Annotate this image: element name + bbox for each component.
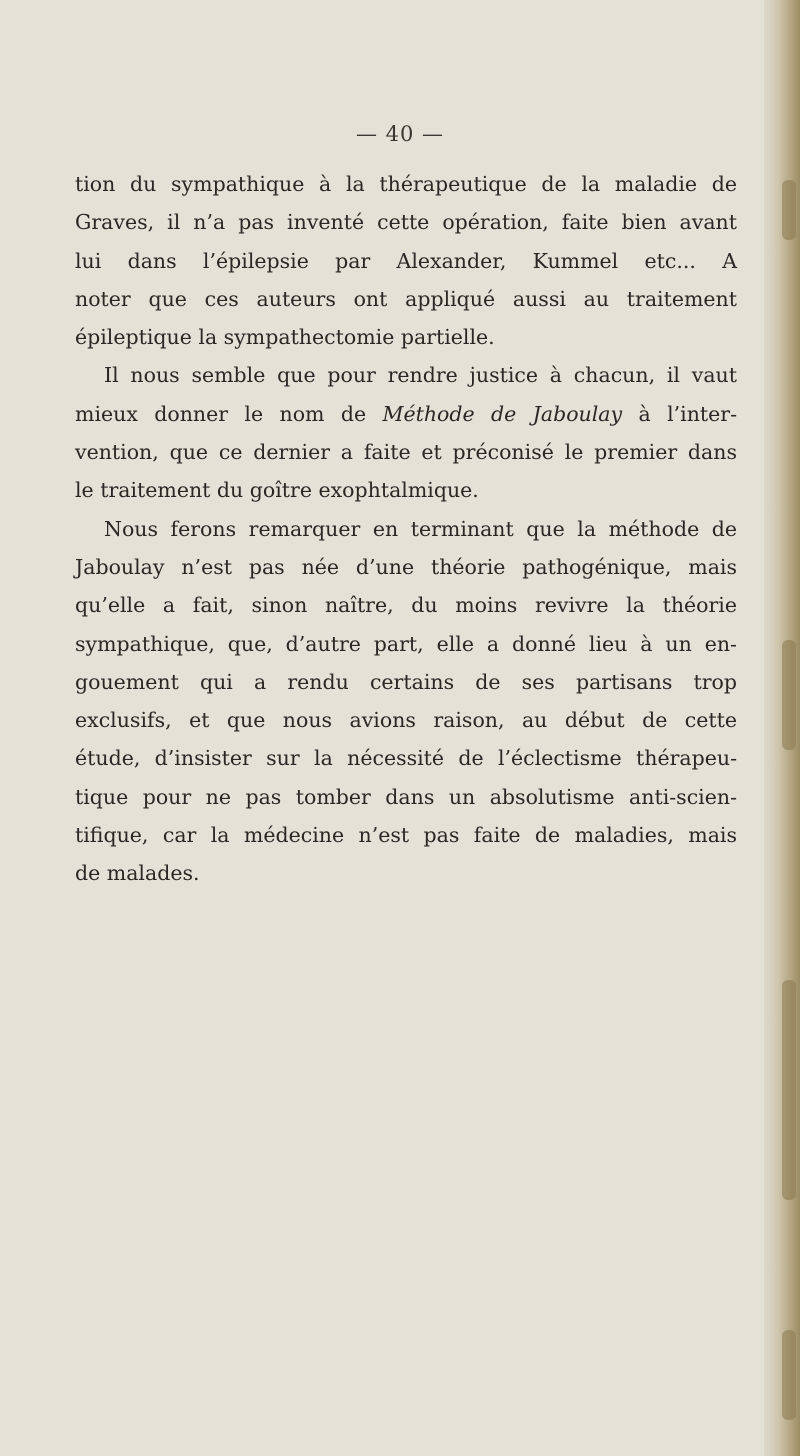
text-line: lui dans l’épilepsie par Alexander, Kummel etc... A <box>75 248 737 273</box>
text-line: épileptique la sympathectomie partielle. <box>75 325 495 350</box>
text-line: exclusifs, et que nous avions raison, au début de cette <box>75 708 737 733</box>
text-line <box>75 356 737 394</box>
text-run: à l’inter- <box>622 401 738 426</box>
text-line: Nous ferons remarquer en terminant que la méthode de <box>104 516 737 541</box>
body-text <box>75 165 737 893</box>
binding-stain <box>782 640 796 750</box>
binding-stain <box>782 980 796 1200</box>
binding-edge <box>764 0 800 1456</box>
text-line: vention, que ce dernier a faite et préconisé le premier dans <box>75 440 737 465</box>
text-line: noter que ces auteurs ont appliqué aussi au traitement <box>75 286 737 311</box>
binding-stain <box>782 1330 796 1420</box>
text-line: tion du sympathique à la thérapeutique de la maladie de <box>75 172 737 196</box>
text-line: gouement qui a rendu certains de ses partisans trop <box>75 669 737 694</box>
text-line: le traitement du goître exophtalmique. <box>75 478 479 503</box>
text-line: Jaboulay n’est pas née d’une théorie pathogénique, mais <box>75 554 737 579</box>
text-line: étude, d’insister sur la nécessité de l’éclectisme thérapeu- <box>75 746 737 771</box>
method-name: Méthode de Jaboulay <box>382 401 623 426</box>
page-number: — 40 — <box>355 122 445 146</box>
text-line: qu’elle a fait, sinon naître, du moins revivre la théorie <box>75 593 737 618</box>
text-line: tifique, car la médecine n’est pas faite de maladies, mais <box>75 823 737 848</box>
binding-stain <box>782 180 796 240</box>
text-run: mieux donner le nom de <box>75 401 383 426</box>
text-line: sympathique, que, d’autre part, elle a donné lieu à un en- <box>75 631 737 656</box>
text-line: Graves, il n’a pas inventé cette opération, faite bien avant <box>75 210 737 235</box>
text-line: de malades. <box>75 861 200 886</box>
text-line <box>75 395 737 433</box>
text-line: tique pour ne pas tomber dans un absolutisme anti-scien- <box>75 784 737 809</box>
text-run: Il nous semble que pour rendre justice à chacun, il vaut <box>104 363 737 388</box>
